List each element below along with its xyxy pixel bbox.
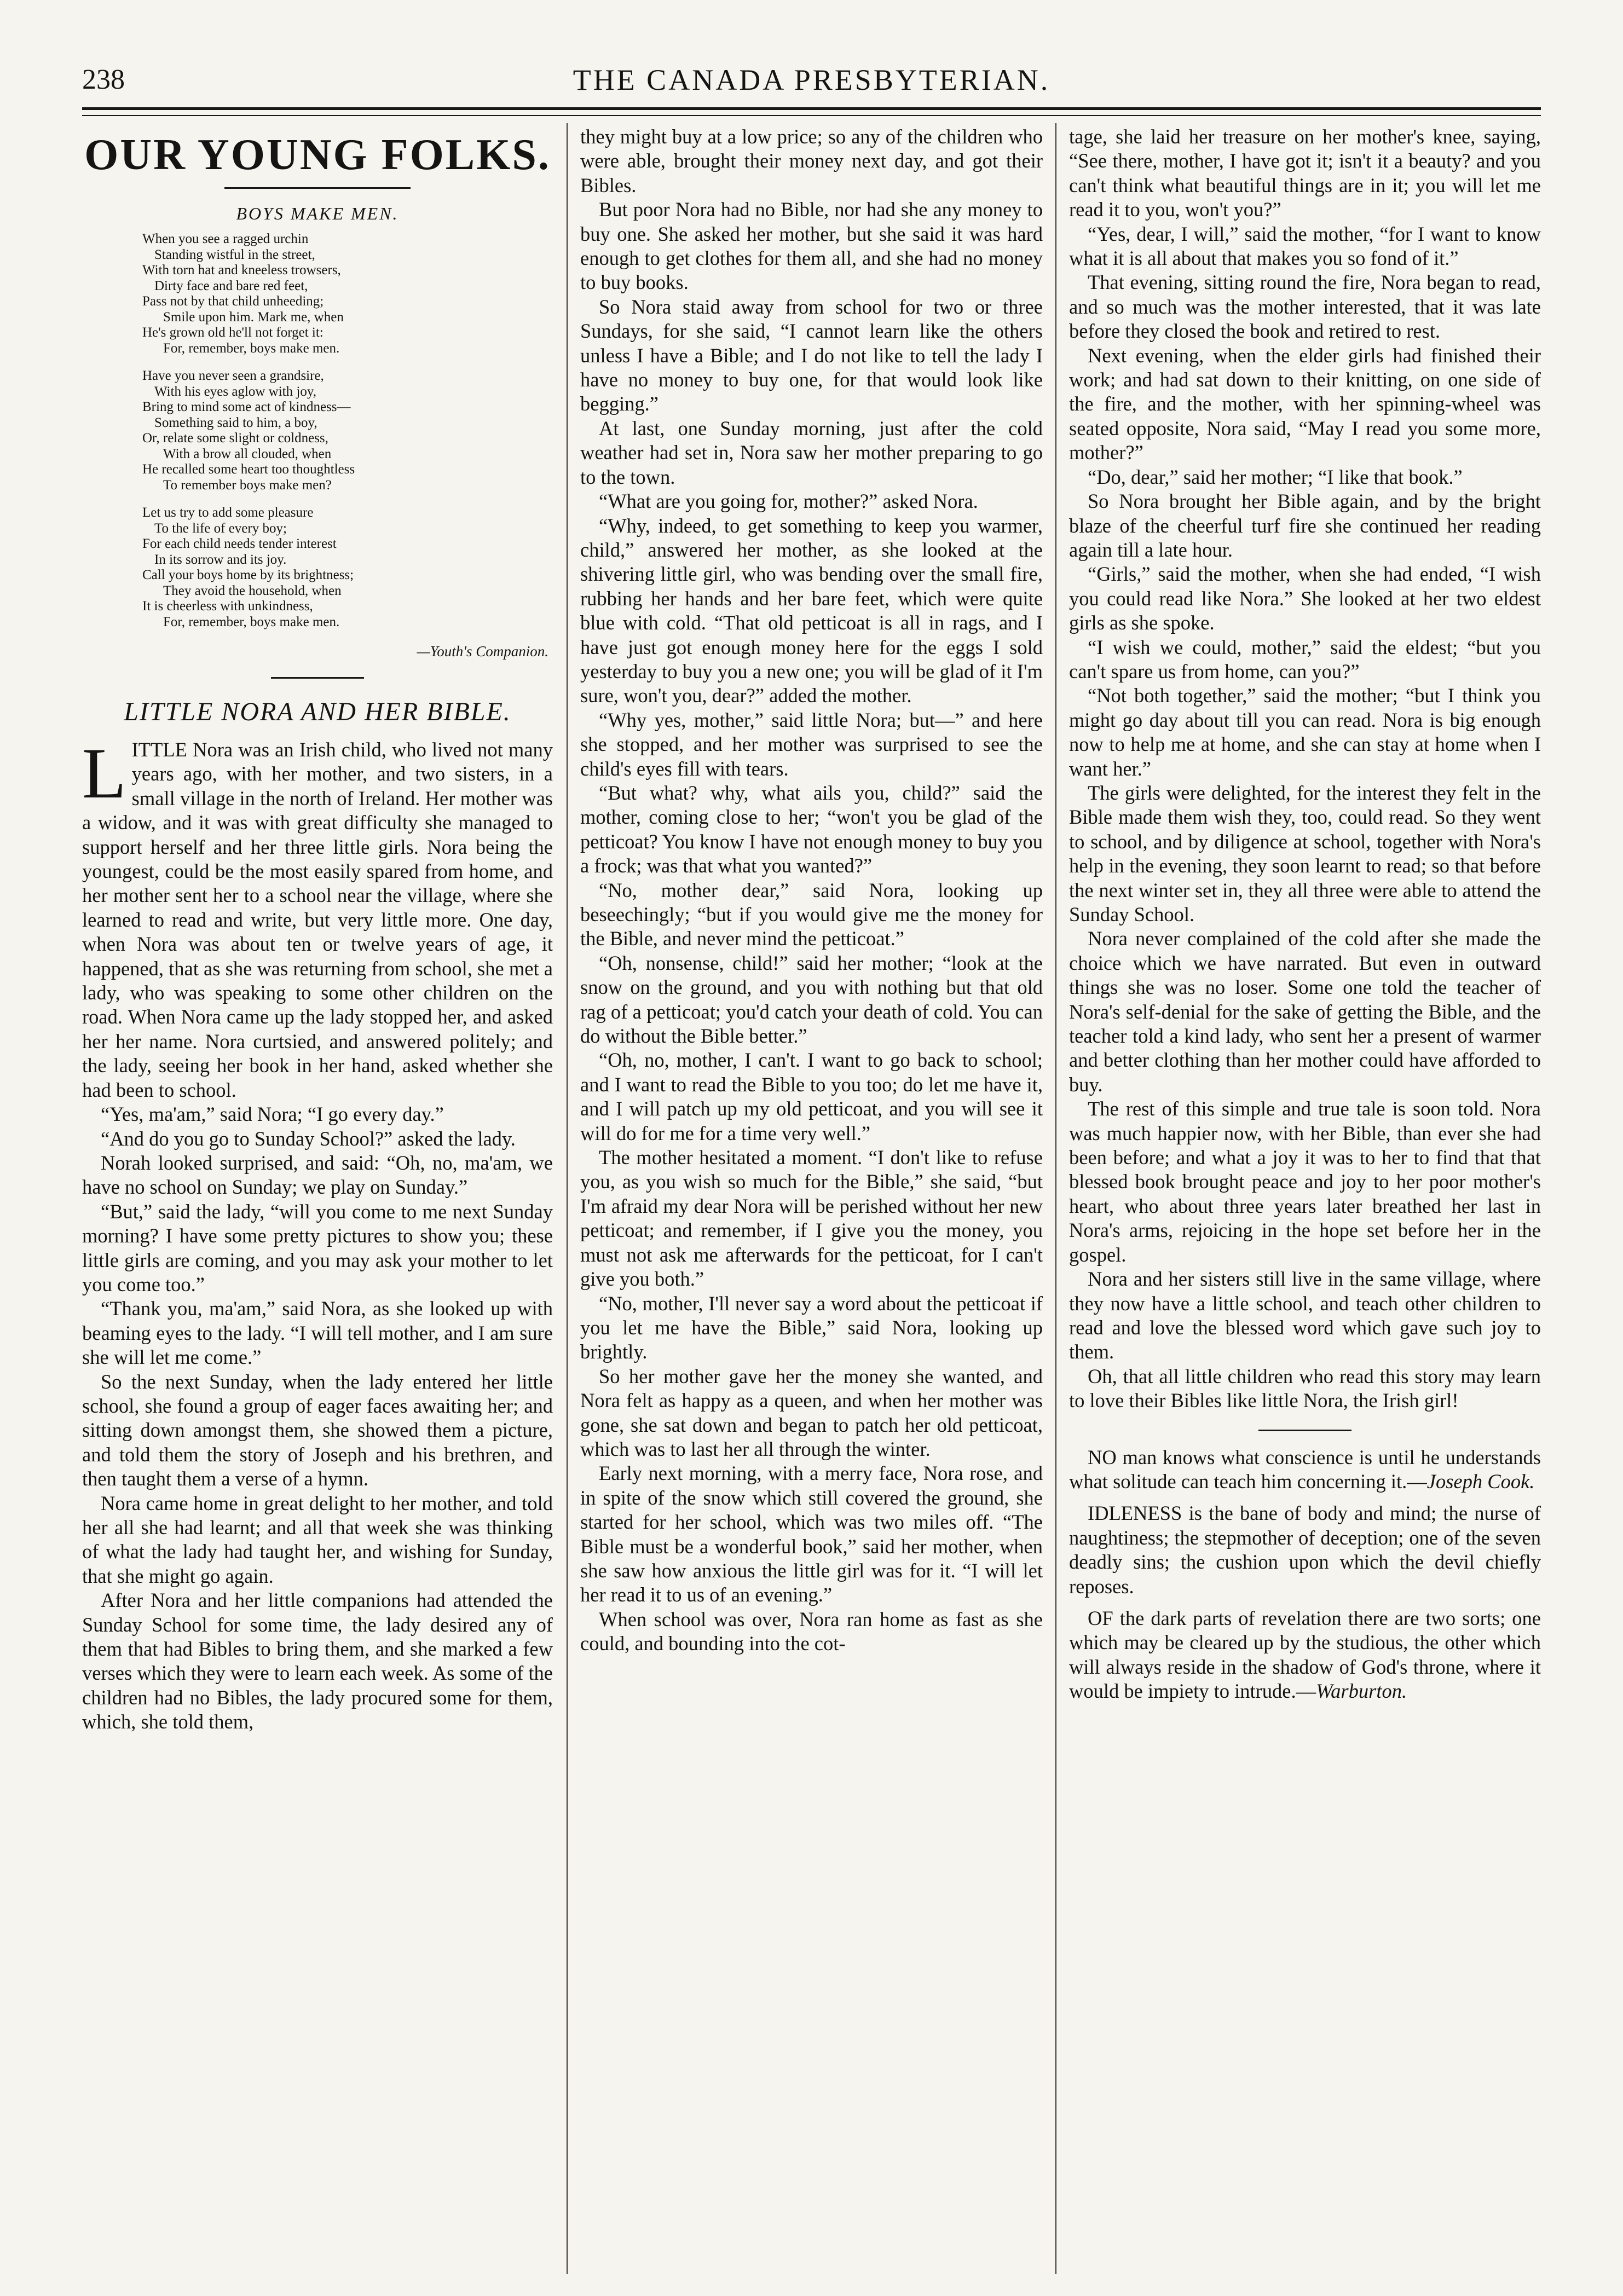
- poem-title: BOYS MAKE MEN.: [236, 204, 399, 223]
- story-paragraph: “No, mother, I'll never say a word about the petticoat if you let me have the Bible,” said Nora, looking up brightly.: [580, 1292, 1043, 1363]
- story-column-3: [1069, 125, 1541, 1413]
- story-column-1: [82, 733, 553, 1734]
- story-paragraph: “But,” said the lady, “will you come to me next Sunday morning? I have some pretty pictures to show you; these little girls are coming, and you may ask your mother to let you come too.”: [82, 1200, 553, 1296]
- filler-text: is the bane of body and mind; the nurse of naughtiness; the stepmother of deception; one of the seven deadly sins; the cushion upon which the devil chiefly reposes.: [1069, 1502, 1541, 1598]
- poem-line: For each child needs tender interest: [142, 536, 337, 551]
- poem-line: Smile upon him. Mark me, when: [163, 309, 344, 325]
- column-1: [82, 125, 553, 1734]
- story-column-2: [580, 125, 1043, 1656]
- filler-lead: IDLENESS: [1088, 1502, 1182, 1525]
- poem-line: Bring to mind some act of kindness—: [142, 400, 351, 414]
- column-rule-1: [567, 123, 568, 2274]
- story-paragraph: “And do you go to Sunday School?” asked the lady.: [101, 1127, 516, 1150]
- page-header: [82, 60, 1541, 100]
- story-paragraph: “Not both together,” said the mother; “but I think you might go day about till you can read. Nora is big enough now to help me at home, and she can stay at home when I want her.”: [1069, 684, 1541, 780]
- story-paragraph: Nora never complained of the cold after she made the choice which we have narrated. But even in outward things she was no loser. Some one told the teacher of Nora's self-denial for the sake of getting the Bible, and the teacher told a kind lady, who sent her a present of warmer and better clothing than her mother could have afforded to buy.: [1069, 927, 1541, 1096]
- filler-divider: [1258, 1430, 1351, 1431]
- story-paragraph: At last, one Sunday morning, just after the cold weather had set in, Nora saw her mother preparing to go to the town.: [580, 417, 1043, 488]
- col1-paragraphs: [82, 1102, 553, 1734]
- story-paragraph: So the next Sunday, when the lady entered her little school, she found a group of eager faces awaiting her; and sitting down amongst them, she showed them a picture, and told them the story of Joseph and his brethren, and then taught them a verse of a hymn.: [82, 1370, 553, 1490]
- filler-paragraph: [1069, 1445, 1541, 1494]
- filler-credit: Warburton.: [1316, 1680, 1407, 1703]
- story-first-paragraph: [82, 733, 553, 1102]
- filler-lead: NO: [1088, 1445, 1117, 1468]
- poem-line: In its sorrow and its joy.: [154, 552, 287, 567]
- poem-line: For, remember, boys make men.: [163, 340, 340, 356]
- story-paragraph: “No, mother dear,” said Nora, looking up beseechingly; “but if you would give me the money for the Bible, and never mind the petticoat.”: [580, 878, 1043, 950]
- story-paragraph: Next evening, when the elder girls had finished their work; and had sat down to their knitting, on one side of the fire, and the mother, with her spinning-wheel was seated opposite, Nora said, “May I read you some more, mother?”: [1069, 344, 1541, 464]
- poem-line: With torn hat and kneeless trowsers,: [142, 263, 341, 277]
- poem-line: Have you never seen a grandsire,: [142, 368, 324, 383]
- header-rule-thin: [82, 115, 1541, 116]
- poem-line: With his eyes aglow with joy,: [154, 384, 316, 399]
- filler-text: the dark parts of revelation there are two sorts; one which may be cleared up by the studious, the other which will always reside in the shadow of God's throne, where it would be impiety to intrude.—: [1069, 1606, 1541, 1703]
- page-number: 238: [82, 64, 125, 95]
- poem-stanza: [142, 505, 553, 630]
- masthead: THE CANADA PRESBYTERIAN.: [573, 63, 1050, 96]
- story-paragraph: But poor Nora had no Bible, nor had she any money to buy one. She asked her mother, but she said it was hard enough to get clothes for them all, and she had no money to buy books.: [580, 198, 1043, 294]
- filler-paragraph: [1069, 1501, 1541, 1599]
- column-2: [580, 125, 1043, 1656]
- poem-line: Pass not by that child unheeding;: [142, 294, 324, 309]
- story-paragraph: Norah looked surprised, and said: “Oh, no, ma'am, we have no school on Sunday; we play on Sunday.”: [82, 1151, 553, 1199]
- story-paragraph: “Thank you, ma'am,” said Nora, as she looked up with beaming eyes to the lady. “I will tell mother, and I am sure she will let me come.”: [82, 1297, 553, 1369]
- column-title: OUR YOUNG FOLKS.: [84, 131, 551, 179]
- drop-cap: L: [82, 733, 126, 813]
- story-paragraph: When school was over, Nora ran home as fast as she could, and bounding into the cot-: [580, 1607, 1043, 1655]
- story-paragraph: The girls were delighted, for the interest they felt in the Bible made them wish they, too, could read. So they went to school, and by diligence at school, together with Nora's help in the evening, they soon learnt to read; so that before the next winter set in, they all three were able to attend the Sunday School.: [1069, 781, 1541, 926]
- poem-line: He's grown old he'll not forget it:: [142, 325, 324, 340]
- poem-line: Something said to him, a boy,: [154, 415, 317, 430]
- story-paragraph: “Do, dear,” said her mother; “I like that book.”: [1088, 465, 1463, 488]
- story-paragraph: Early next morning, with a merry face, Nora rose, and in spite of the snow which still covered the ground, she started for her school, which was two miles off. “The Bible must be a wonderful book,” said her mother, when she saw how anxious the little girl was for it. “I will let her read it to us of an evening.”: [580, 1462, 1043, 1606]
- poem-line: Dirty face and bare red feet,: [154, 278, 308, 293]
- story-paragraph: Nora came home in great delight to her mother, and told her all she had learnt; and all that week she was thinking of what the lady had taught her, and wishing for Sunday, that she might go again.: [82, 1491, 553, 1587]
- story-paragraph: “Oh, nonsense, child!” said her mother; “look at the snow on the ground, and you with nothing but that old rag of a petticoat; you'd catch your death of cold. You can do without the Bible better.”: [580, 951, 1043, 1048]
- story-paragraph: “But what? why, what ails you, child?” said the mother, coming close to her; “won't you be glad of the petticoat? You know I have not enough money to buy you a frock; was that what you wanted?”: [580, 781, 1043, 877]
- story-paragraph: “Oh, no, mother, I can't. I want to go back to school; and I want to read the Bible to you too; do let me have it, and I will patch up my old petticoat, and you will see it will do for me for a time very well.”: [580, 1049, 1043, 1144]
- fillers: [1069, 1445, 1541, 1704]
- poem-line: With a brow all clouded, when: [163, 446, 332, 461]
- first-paragraph-text: ITTLE Nora was an Irish child, who lived not many years ago, with her mother, and two sisters, in a small village in the north of Ireland. Her mother was a widow, and it was with great difficulty she managed to support herself and her three little girls. Nora being the youngest, could be the most easily spared from home, and her mother sent her to a school near the village, where she learned to read and write, but very little more. One day, when Nora was about ten or twelve years of age, it happened, that as she was returning from school, she met a lady, who was speaking to some other children on the road. When Nora came up the lady stopped her, and asked her her name. Nora curtsied, and answered politely; and the lady, seeing her book in her hand, asked whether she had been to school.: [82, 738, 553, 1101]
- story-paragraph: “Why yes, mother,” said little Nora; but—” and here she stopped, and her mother was surprised to see the child's eyes fill with tears.: [580, 708, 1043, 780]
- filler-credit: Joseph Cook.: [1426, 1470, 1535, 1493]
- poem-line: Standing wistful in the street,: [154, 247, 315, 262]
- column-title-rule: [224, 187, 411, 189]
- poem-stanza: [142, 368, 553, 493]
- story-paragraph: “I wish we could, mother,” said the eldest; “but you can't spare us from home, can you?”: [1069, 635, 1541, 683]
- poem-line: When you see a ragged urchin: [142, 232, 309, 246]
- story-paragraph: “Yes, ma'am,” said Nora; “I go every day.”: [101, 1103, 444, 1126]
- poem-line: Call your boys home by its brightness;: [142, 568, 354, 582]
- poem-line: It is cheerless with unkindness,: [142, 599, 313, 614]
- story-paragraph: “Why, indeed, to get something to keep you warmer, child,” answered her mother, as she looked at the shivering little girl, who was bending over the small fire, rubbing her hands and her bare feet, which were quite blue with cold. “That old petticoat is all in rags, and I have just got enough money here for the eggs I sold yesterday to buy you a new one; you will be glad of it I'm sure, won't you, dear?” added the mother.: [580, 514, 1043, 707]
- col2-continuation: they might buy at a low price; so any of the children who were able, brought their money next day, and got their Bibles.: [580, 125, 1043, 196]
- story-paragraph: That evening, sitting round the fire, Nora began to read, and so much was the mother interested, that it was late before they closed the book and retired to rest.: [1069, 271, 1541, 343]
- column-3: [1069, 125, 1541, 1711]
- story-title: LITTLE NORA AND HER BIBLE.: [124, 697, 511, 726]
- story-paragraph: The mother hesitated a moment. “I don't like to refuse you, as you wish so much for the Bible,” she said, “but I'm afraid my dear Nora will be perished without her new petticoat; and remember, if I give you the money, you must not ask me afterwards for the petticoat, for I can't give you both.”: [580, 1146, 1043, 1291]
- poem-stanza: [142, 232, 553, 356]
- story-paragraph: Oh, that all little children who read this story may learn to love their Bibles like little Nora, the Irish girl!: [1069, 1364, 1541, 1412]
- filler-lead: OF: [1088, 1606, 1113, 1629]
- story-paragraph: Nora and her sisters still live in the same village, where they now have a little school, and teach other children to read and love the blessed word which gave such joy to them.: [1069, 1268, 1541, 1363]
- poem-line: He recalled some heart too thoughtless: [142, 462, 355, 477]
- col3-paragraphs: [1069, 222, 1541, 1413]
- story-paragraph: So Nora staid away from school for two or three Sundays, for she said, “I cannot learn like the others unless I have a Bible; and I do not like to tell the lady I have no money to buy one, for that would look like begging.”: [580, 295, 1043, 415]
- poem-line: To the life of every boy;: [154, 520, 287, 536]
- story-paragraph: “Yes, dear, I will,” said the mother, “for I want to know what it is all about that makes you so fond of it.”: [1069, 222, 1541, 270]
- story-paragraph: “Girls,” said the mother, when she had ended, “I wish you could read like Nora.” She looked at her two eldest girls as she spoke.: [1069, 563, 1541, 634]
- header-rule-thick: [82, 107, 1541, 110]
- filler-text: man knows what conscience is until he understands what solitude can teach him concerning it.—: [1069, 1445, 1541, 1493]
- column-rule-2: [1055, 123, 1056, 2274]
- story-paragraph: So Nora brought her Bible again, and by the bright blaze of the cheerful turf fire she continued her reading again till a late hour.: [1069, 490, 1541, 561]
- col2-paragraphs: [580, 198, 1043, 1656]
- filler-paragraph: [1069, 1606, 1541, 1704]
- poem-credit: —Youth's Companion.: [417, 643, 548, 660]
- poem-line: Let us try to add some pleasure: [142, 505, 314, 520]
- poem: [82, 232, 553, 630]
- story-paragraph: The rest of this simple and true tale is soon told. Nora was much happier now, with her Bible, than ever she had been before; and what a joy it was to her to find that that blessed book brought peace and joy to her poor mother's heart, who about three years later breathed her last in Nora's arms, rejoicing in the hope set before her in the gospel.: [1069, 1097, 1541, 1266]
- poem-line: They avoid the household, when: [163, 583, 342, 598]
- poem-line: Or, relate some slight or coldness,: [142, 431, 328, 446]
- story-paragraph: So her mother gave her the money she wanted, and Nora felt as happy as a queen, and when her mother was gone, she sat down and began to patch her old petticoat, which was to last her all through the winter.: [580, 1364, 1043, 1460]
- poem-line: To remember boys make men?: [163, 477, 332, 493]
- story-paragraph: “What are you going for, mother?” asked Nora.: [599, 490, 978, 513]
- story-paragraph: After Nora and her little companions had attended the Sunday School for some time, the lady desired any of them that had Bibles to bring them, and she marked a few verses which they were to learn each week. As some of the children had no Bibles, the lady procured some for them, which, she told them,: [82, 1589, 553, 1733]
- col3-continuation: tage, she laid her treasure on her mother's knee, saying, “See there, mother, I have got it; isn't it a beauty? and you can't think what beautiful things are in it; you will let me read it to you, won't you?”: [1069, 125, 1541, 221]
- poem-line: For, remember, boys make men.: [163, 614, 340, 629]
- section-divider: [271, 677, 364, 679]
